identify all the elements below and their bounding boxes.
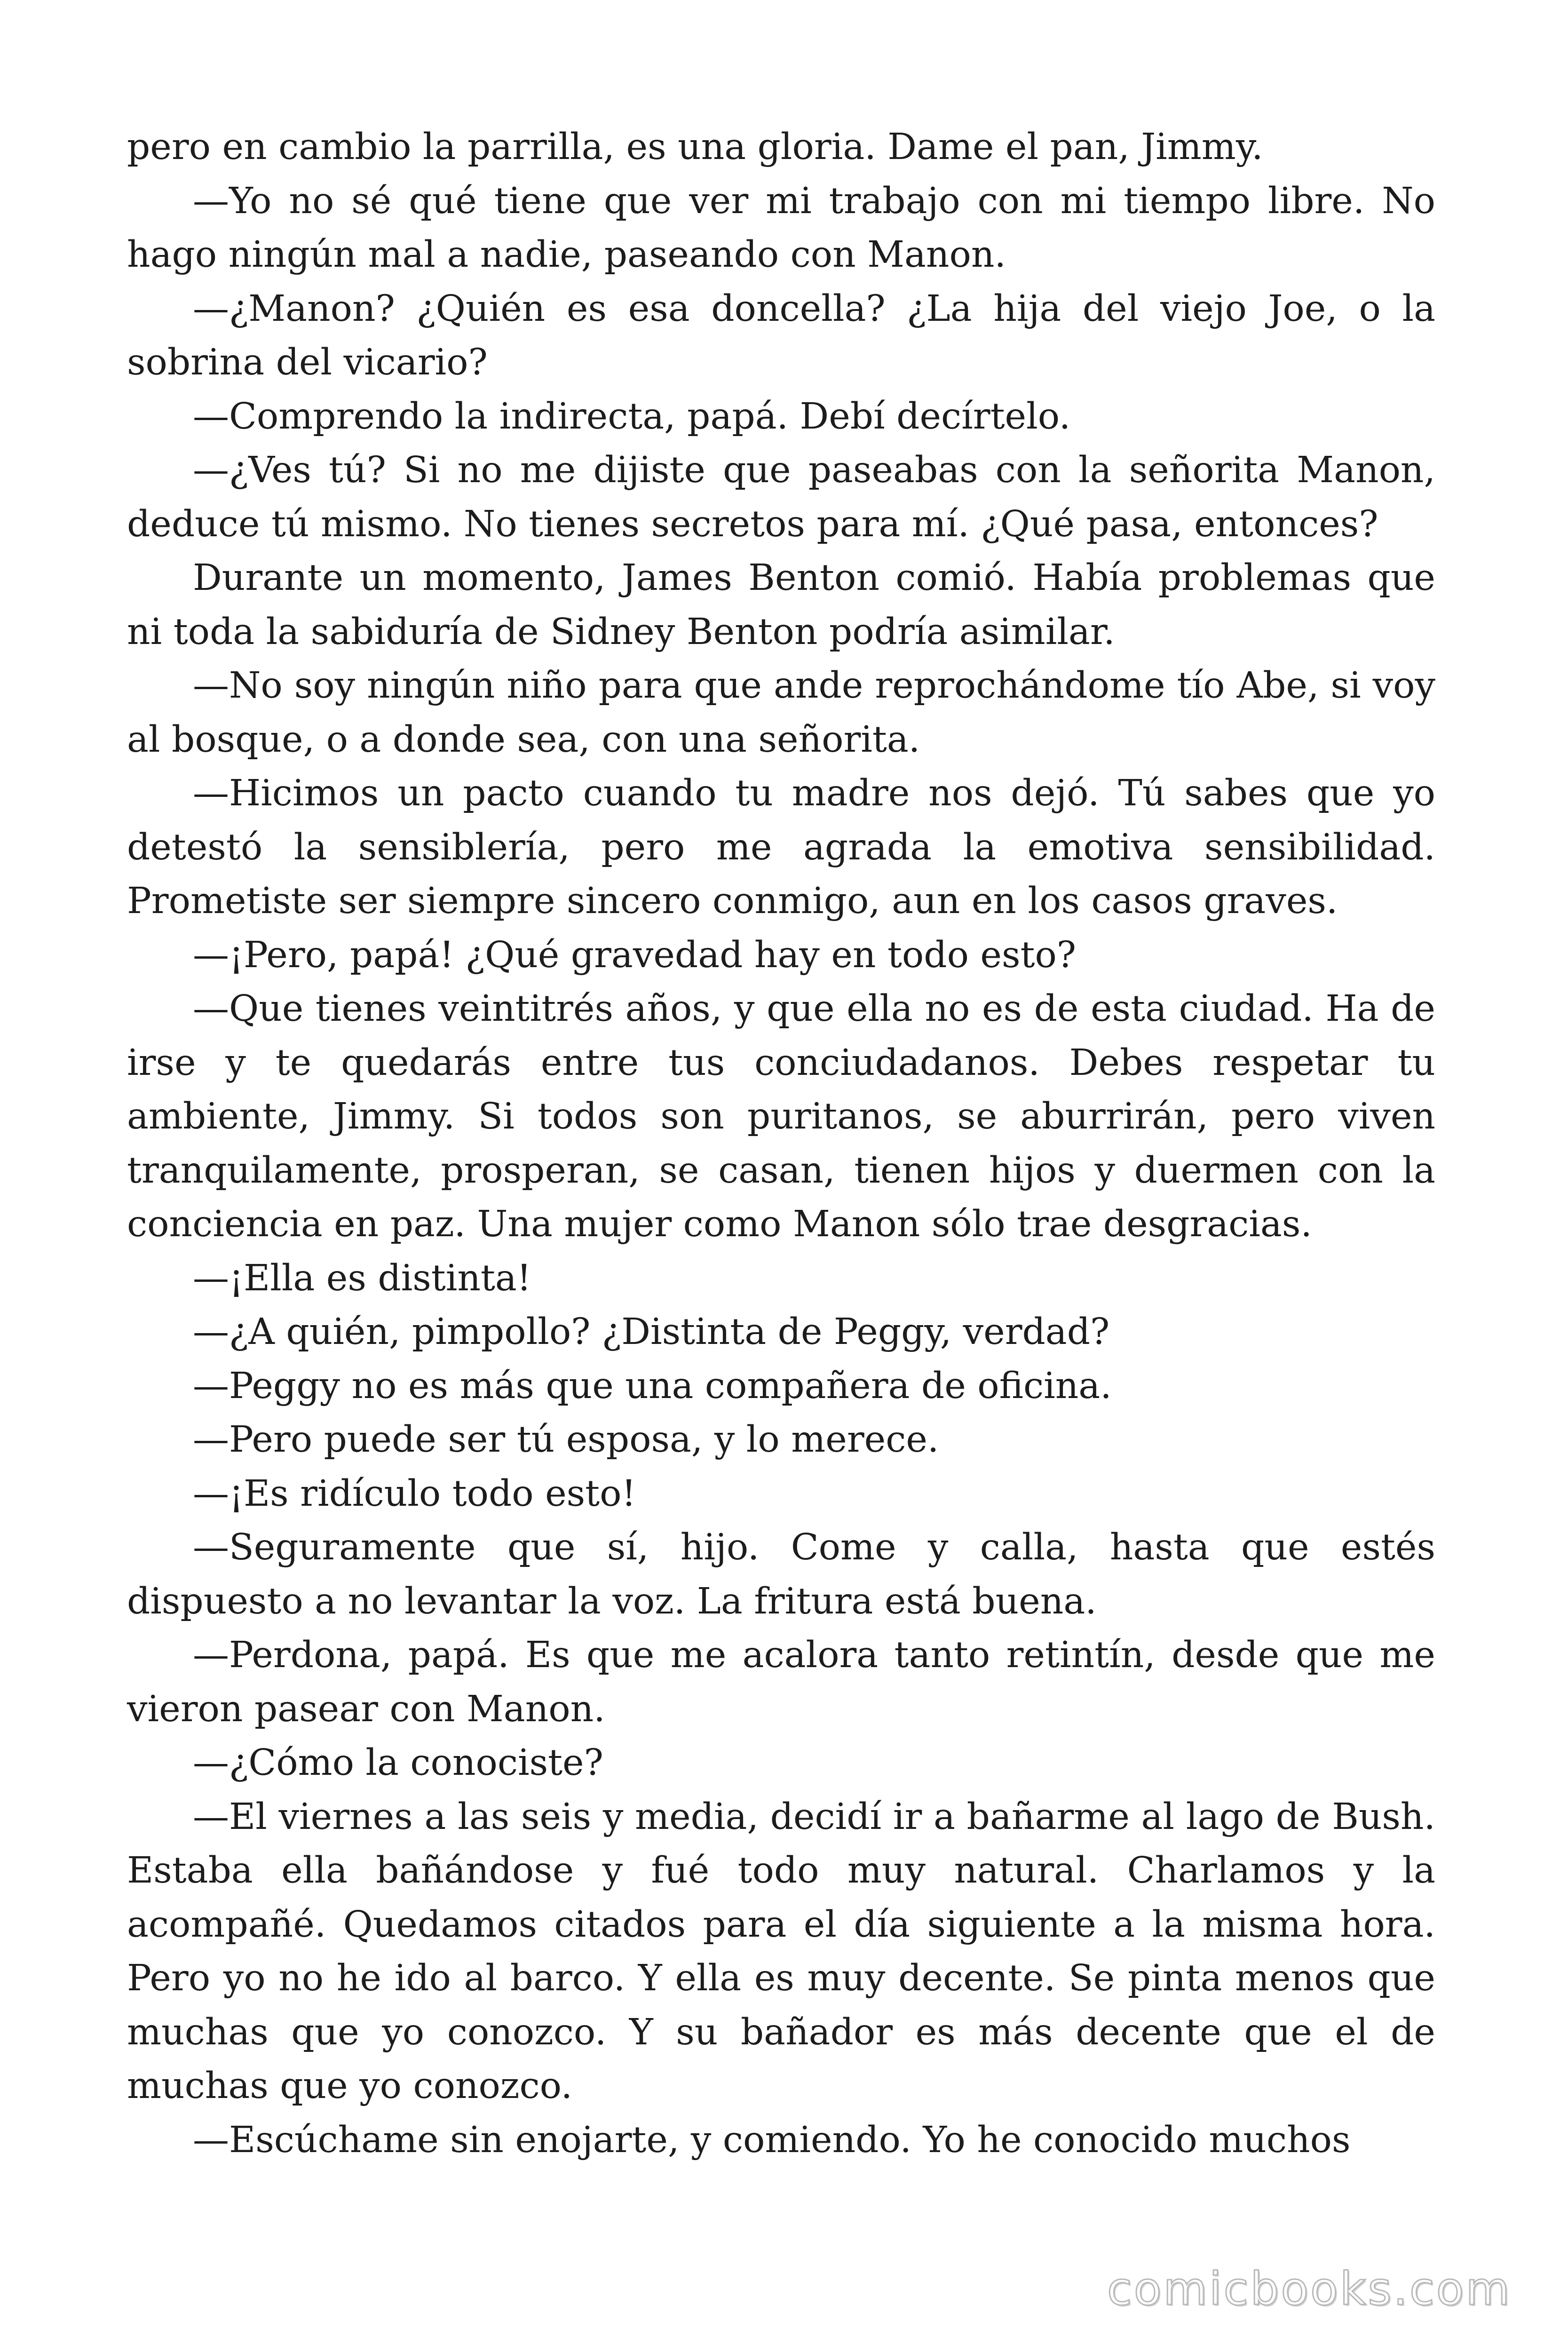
paragraph: —Seguramente que sí, hijo. Come y calla, hasta que estés dispuesto a no levantar la voz. La fritura está buena. bbox=[127, 1526, 1435, 1622]
paragraph: —Perdona, papá. Es que me acalora tanto retintín, desde que me vieron pasear con Manon. bbox=[127, 1634, 1435, 1730]
paragraph: —¿Ves tú? Si no me dijiste que paseabas con la señorita Manon, deduce tú mismo. No tienes secretos para mí. ¿Qué pasa, entonces? bbox=[127, 449, 1435, 545]
paragraph: —Que tienes veintitrés años, y que ella no es de esta ciudad. Ha de irse y te quedarás entre tus conciudadanos. Debes respetar tu ambiente, Jimmy. Si todos son puritanos, se aburrirán, pero viven tranquilamente, prosperan, se casan, tienen hijos y duermen con la conciencia en paz. Una mujer como Manon sólo trae desgracias. bbox=[127, 988, 1435, 1245]
paragraph: —El viernes a las seis y media, decidí ir a bañarme al lago de Bush. Estaba ella bañándose y fué todo muy natural. Charlamos y la acompañé. Quedamos citados para el día siguiente a la misma hora. Pero yo no he ido al barco. Y ella es muy decente. Se pinta menos que muchas que yo conozco. Y su bañador es más decente que el de muchas que yo conozco. bbox=[127, 1796, 1435, 2107]
paragraph: —¿A quién, pimpollo? ¿Distinta de Peggy, verdad? bbox=[193, 1311, 1110, 1353]
paragraph: —No soy ningún niño para que ande reprochándome tío Abe, si voy al bosque, o a donde sea, con una señorita. bbox=[127, 665, 1435, 761]
page-text bbox=[127, 120, 1435, 2167]
watermark: comicbooks.com bbox=[1107, 2263, 1512, 2315]
paragraph: —Escúchame sin enojarte, y comiendo. Yo he conocido muchos bbox=[193, 2119, 1351, 2161]
paragraph: —¡Pero, papá! ¿Qué gravedad hay en todo esto? bbox=[193, 934, 1077, 976]
paragraph: —Yo no sé qué tiene que ver mi trabajo con mi tiempo libre. No hago ningún mal a nadie, paseando con Manon. bbox=[127, 180, 1435, 276]
paragraph: —Peggy no es más que una compañera de oficina. bbox=[193, 1365, 1112, 1407]
paragraph: —¿Cómo la conociste? bbox=[193, 1742, 603, 1784]
paragraph: Durante un momento, James Benton comió. Había problemas que ni toda la sabiduría de Sidney Benton podría asimilar. bbox=[127, 557, 1435, 653]
paragraph: —Comprendo la indirecta, papá. Debí decírtelo. bbox=[193, 395, 1071, 437]
paragraph: —¡Es ridículo todo esto! bbox=[193, 1472, 636, 1515]
paragraph: —¡Ella es distinta! bbox=[193, 1257, 531, 1299]
paragraph: pero en cambio la parrilla, es una gloria. Dame el pan, Jimmy. bbox=[127, 126, 1263, 168]
paragraph: —¿Manon? ¿Quién es esa doncella? ¿La hija del viejo Joe, o la sobrina del vicario? bbox=[127, 287, 1435, 383]
paragraph: —Pero puede ser tú esposa, y lo merece. bbox=[193, 1419, 939, 1461]
paragraph: —Hicimos un pacto cuando tu madre nos dejó. Tú sabes que yo detestó la sensiblería, pero me agrada la emotiva sensibilidad. Prometiste ser siempre sincero conmigo, aun en los casos graves. bbox=[127, 772, 1435, 922]
